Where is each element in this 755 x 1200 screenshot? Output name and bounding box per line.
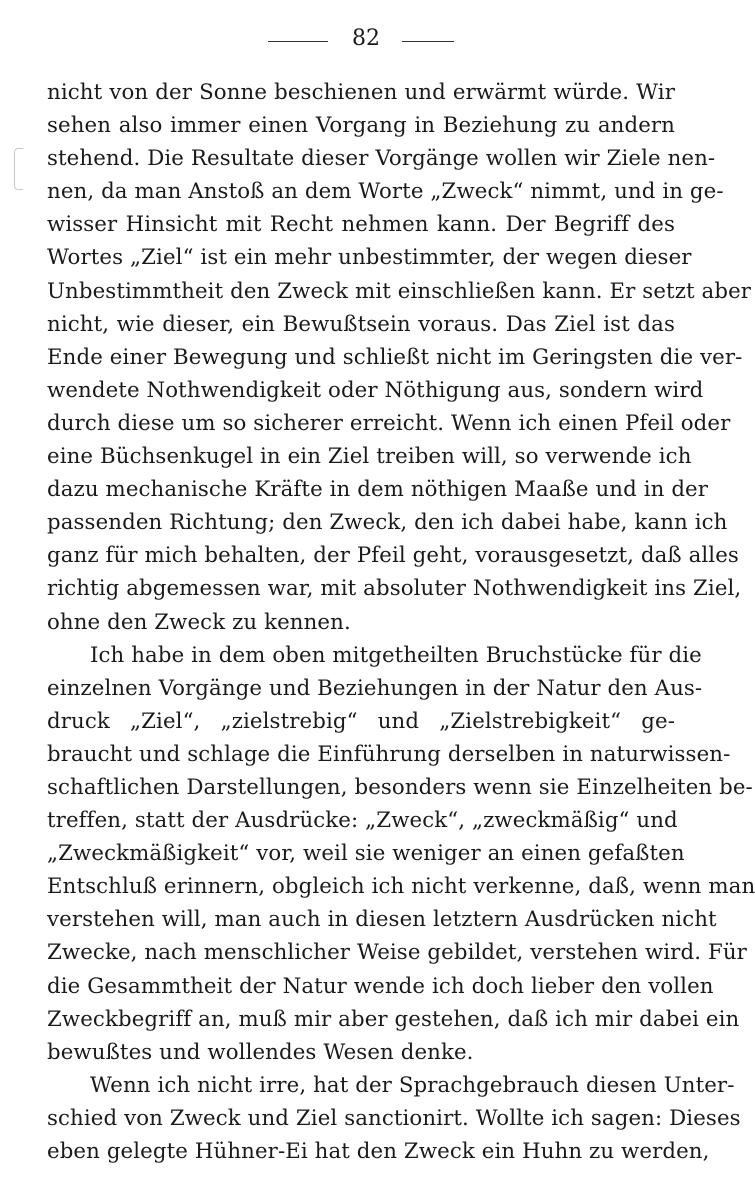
text-line: braucht und schlage die Einführung derselben in naturwissen- xyxy=(47,741,731,767)
page-number: 82 xyxy=(352,26,380,51)
text-line: treffen, statt der Ausdrücke: „Zweck“, „zweckmäßig“ und xyxy=(47,808,678,834)
text-line: schied von Zweck und Ziel sanctionirt. Wollte ich sagen: Dieses xyxy=(47,1105,741,1131)
text-line: dazu mechanische Kräfte in dem nöthigen Maaße und in der xyxy=(47,477,709,503)
text-line: verstehen will, man auch in diesen letztern Ausdrücken nicht xyxy=(47,907,717,933)
text-line: einzelnen Vorgänge und Beziehungen in der Natur den Aus- xyxy=(47,675,703,701)
text-line: sehen also immer einen Vorgang in Beziehung zu andern xyxy=(47,113,675,139)
text-line: ganz für mich behalten, der Pfeil geht, vorausgesetzt, daß alles xyxy=(47,543,739,569)
header-rule-right xyxy=(402,41,454,42)
header-rule-left xyxy=(268,41,328,42)
text-line: „Zweckmäßigkeit“ vor, weil sie weniger an einen gefaßten xyxy=(47,841,685,867)
body-text xyxy=(47,76,755,1168)
text-line: Wortes „Ziel“ ist ein mehr unbestimmter, der wegen dieser xyxy=(47,245,692,271)
text-line: die Gesammtheit der Natur wende ich doch lieber den vollen xyxy=(47,973,714,999)
text-line: nicht, wie dieser, ein Bewußtsein voraus. Das Ziel ist das xyxy=(47,311,675,337)
text-line: Entschluß erinnern, obgleich ich nicht verkenne, daß, wenn man xyxy=(47,874,755,900)
paragraph-first-line: Wenn ich nicht irre, hat der Sprachgebrauch diesen Unter- xyxy=(90,1072,735,1098)
margin-pencil-mark xyxy=(14,148,23,190)
page-header xyxy=(0,22,697,56)
text-line: schaftlichen Darstellungen, besonders wenn sie Einzelheiten be- xyxy=(47,774,753,800)
text-line: Zweckbegriff an, muß mir aber gestehen, daß ich mir dabei ein xyxy=(47,1006,740,1032)
text-line: richtig abgemessen war, mit absoluter Nothwendigkeit ins Ziel, xyxy=(47,576,742,602)
text-line: wisser Hinsicht mit Recht nehmen kann. Der Begriff des xyxy=(47,212,675,238)
text-line: eine Büchsenkugel in ein Ziel treiben will, so verwende ich xyxy=(47,444,692,470)
text-line: stehend. Die Resultate dieser Vorgänge wollen wir Ziele nen- xyxy=(47,146,716,172)
text-line: druck „Ziel“, „zielstrebig“ und „Zielstrebigkeit“ ge- xyxy=(47,708,675,734)
text-line: Unbestimmtheit den Zweck mit einschließen kann. Er setzt aber xyxy=(47,278,752,304)
text-line: Ende einer Bewegung und schließt nicht im Geringsten die ver- xyxy=(47,344,743,370)
text-line: Zwecke, nach menschlicher Weise gebildet, verstehen wird. Für xyxy=(47,940,747,966)
text-line: passenden Richtung; den Zweck, den ich dabei habe, kann ich xyxy=(47,510,728,536)
paragraph-first-line: Ich habe in dem oben mitgetheilten Bruchstücke für die xyxy=(90,642,702,668)
paragraph-last-line: ohne den Zweck zu kennen. xyxy=(47,609,351,635)
text-line: durch diese um so sicherer erreicht. Wenn ich einen Pfeil oder xyxy=(47,410,731,436)
text-line: nen, da man Anstoß an dem Worte „Zweck“ nimmt, und in ge- xyxy=(47,179,724,205)
text-line: wendete Nothwendigkeit oder Nöthigung aus, sondern wird xyxy=(47,377,704,403)
paragraph-last-line: bewußtes und wollendes Wesen denke. xyxy=(47,1039,474,1065)
text-line: eben gelegte Hühner-Ei hat den Zweck ein Huhn zu werden, xyxy=(47,1139,710,1164)
text-line: nicht von der Sonne beschienen und erwärmt würde. Wir xyxy=(47,80,675,105)
